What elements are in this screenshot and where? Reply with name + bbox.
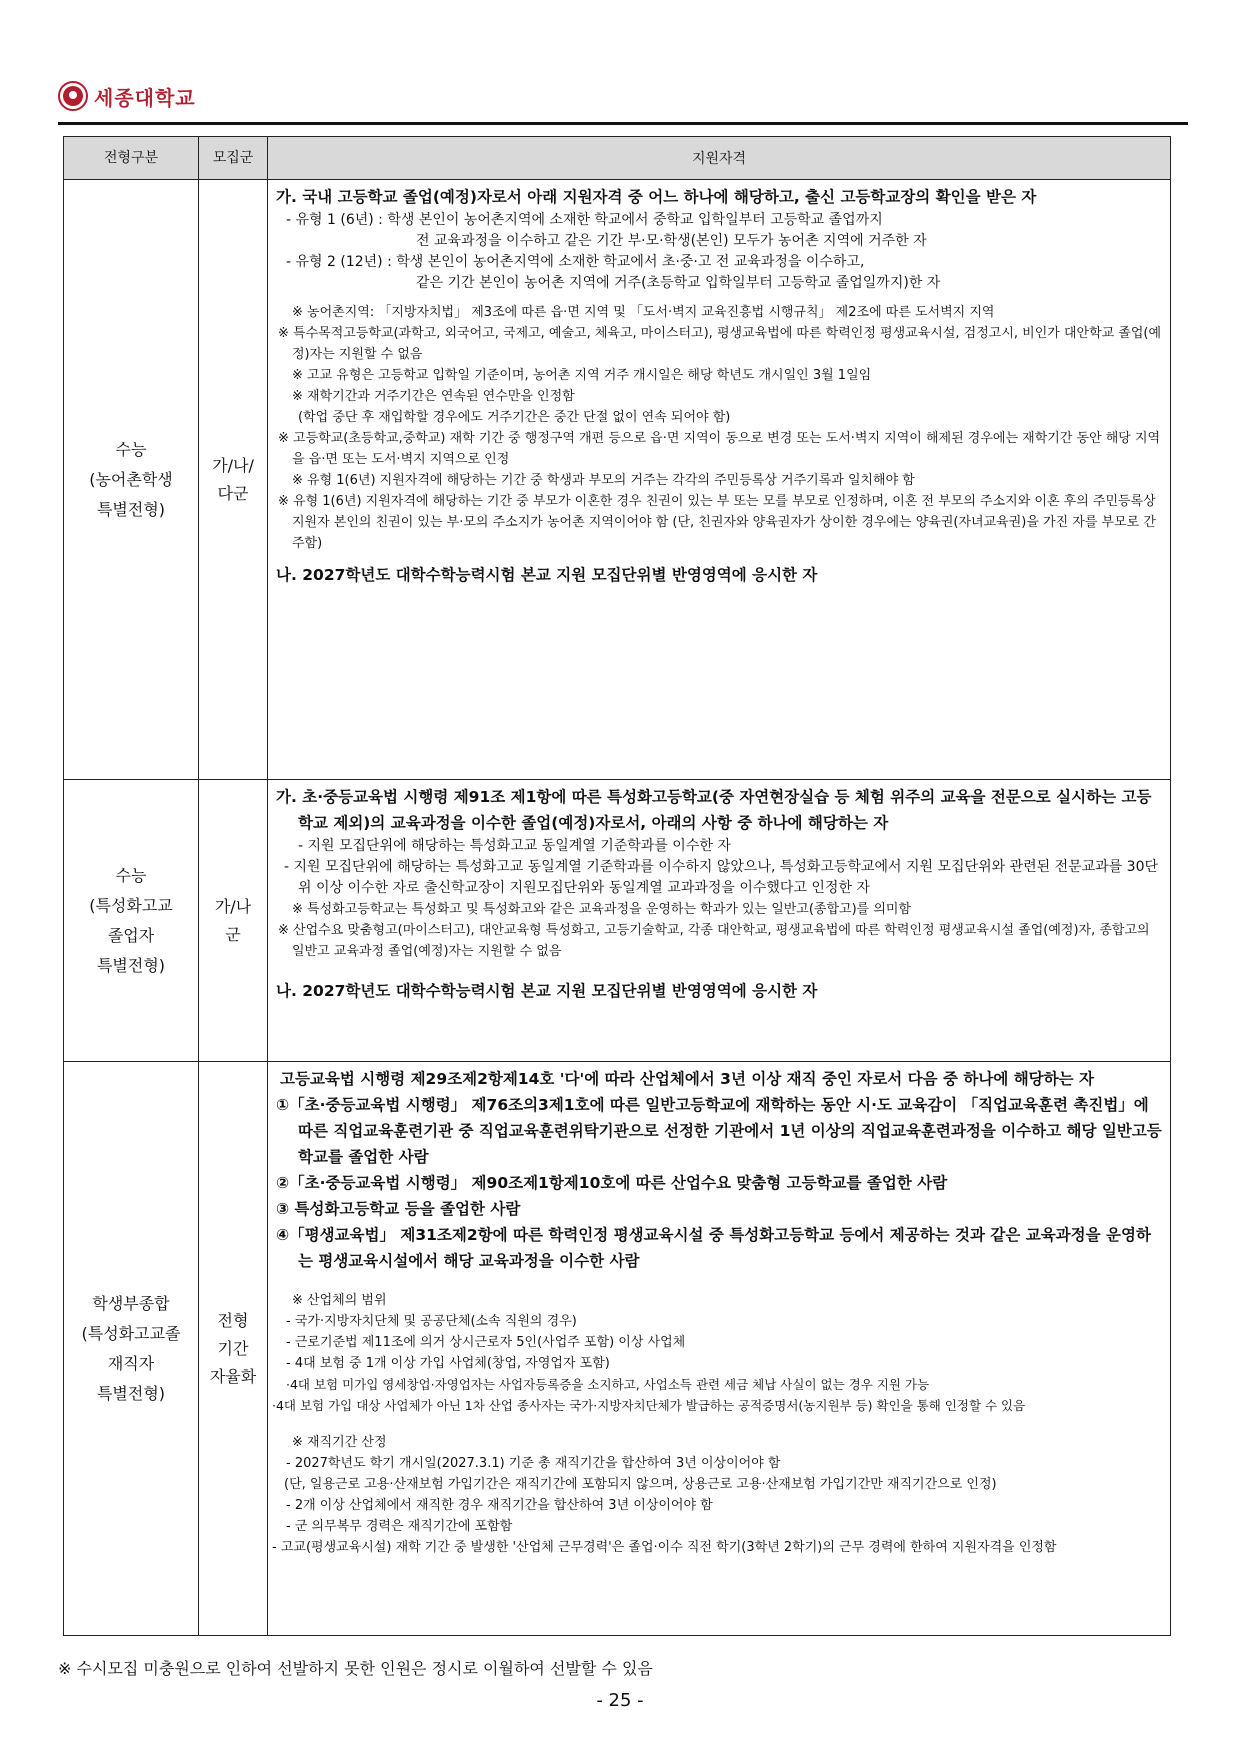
qualification-line: 가. 초·중등교육법 시행령 제91조 제1항에 따른 특성화고등학교(중 자연현장실습 등 체험 위주의 교육을 전문으로 실시하는 고등학교 제외)의 교육과정을 이수한 졸업(예정)자로서, 아래의 사항 중 하나에 해당하는 자 <box>276 788 1152 832</box>
qualification-line: - 군 의무복무 경력은 재직기간에 포함함 <box>286 1519 513 1534</box>
recruitment-group-line: 군 <box>225 924 241 944</box>
qualification-cell <box>268 1062 1171 1636</box>
admission-type-line: 재직자 <box>107 1353 155 1373</box>
admission-type-line: 졸업자 <box>107 925 155 945</box>
recruitment-group-cell <box>199 1062 268 1636</box>
qualification-line: 전 교육과정을 이수하고 같은 기간 부·모·학생(본인) 모두가 농어촌 지역에 거주한 자 <box>416 233 927 249</box>
recruitment-group-line: 다군 <box>217 483 249 503</box>
recruitment-group-cell <box>199 780 268 1062</box>
qualification-line: - 국가·지방자치단체 및 공공단체(소속 직원의 경우) <box>286 1314 577 1329</box>
admission-type-line: 수능 <box>115 439 147 459</box>
admission-type-line: (특성화고교 <box>89 895 173 915</box>
qualification-line: - 2027학년도 학기 개시일(2027.3.1) 기준 총 재직기간을 합산하여 3년 이상이어야 함 <box>286 1456 781 1471</box>
qualification-line: ※ 산업수요 맞춤형고(마이스터고), 대안교육형 특성화고, 고등기술학교, 각종 대안학교, 평생교육법에 따른 학력인정 평생교육시설 졸업(예정)자, 종합고의 일반고 교육과정 졸업(예정)자는 지원할 수 없음 <box>278 923 1150 959</box>
qualification-line: ※ 재학기간과 거주기간은 연속된 연수만을 인정함 <box>292 389 575 404</box>
admission-type-line: (농어촌학생 <box>89 469 173 489</box>
qualification-line: - 유형 2 (12년) : 학생 본인이 농어촌지역에 소재한 학교에서 초·중·고 전 교육과정을 이수하고, <box>286 254 865 270</box>
qualification-line: ※ 재직기간 산정 <box>292 1435 387 1450</box>
admission-type-cell <box>64 1062 199 1636</box>
qualification-line: - 4대 보험 중 1개 이상 가입 사업체(창업, 자영업자 포함) <box>286 1356 610 1371</box>
qualification-line: - 유형 1 (6년) : 학생 본인이 농어촌지역에 소재한 학교에서 중학교 입학일부터 고등학교 졸업까지 <box>286 212 883 228</box>
qualification-line: ①「초·중등교육법 시행령」 제76조의3제1호에 따른 일반고등학교에 재학하는 동안 시·도 교육감이 「직업교육훈련 촉진법」에 따른 직업교육훈련기관 중 직업교육훈련위탁기관으로 선정한 기관에서 1년 이상의 직업교육훈련과정을 이수하고 해당 일반고등학교를 졸업한 사람 <box>276 1096 1162 1166</box>
qualification-line: 나. 2027학년도 대학수학능력시험 본교 지원 모집단위별 반영영역에 응시한 자 <box>276 566 818 584</box>
qualification-line <box>276 294 1164 302</box>
qualification-line: - 지원 모집단위에 해당하는 특성화고교 동일계열 기준학과를 이수하지 않았으나, 특성화고등학교에서 지원 모집단위와 관련된 전문교과를 30단위 이상 이수한 자로 출신학교장이 지원모집단위와 동일계열 교과과정을 이수했다고 인정한 자 <box>284 859 1159 896</box>
logo-text: 세종대학교 <box>94 85 196 110</box>
admission-type-line: 특별전형) <box>96 1383 166 1403</box>
qualification-cell <box>268 180 1171 780</box>
qualification-cell <box>268 780 1171 1062</box>
qualification-line: ③ 특성화고등학교 등을 졸업한 사람 <box>276 1200 521 1218</box>
qualification-line: ※ 유형 1(6년) 지원자격에 해당하는 기간 중 학생과 부모의 거주는 각각의 주민등록상 거주기록과 일치해야 함 <box>292 473 915 488</box>
col-header-group: 모집군 <box>199 137 268 180</box>
qualification-line: 가. 국내 고등학교 졸업(예정)자로서 아래 지원자격 중 어느 하나에 해당하고, 출신 고등학교장의 확인을 받은 자 <box>276 188 1037 206</box>
qualification-line: ※ 유형 1(6년) 지원자격에 해당하는 기간 중 부모가 이혼한 경우 친권이 있는 부 또는 모를 부모로 인정하며, 이혼 전 부모의 주소지와 이혼 후의 주민등록상 지원자 본인의 친권이 있는 부·모의 주소지가 농어촌 지역이어야 함 (단, 친권자와 양육권자가 상이한 경우에는 양육권(자녀교육권)을 가진 자를 부모로 간주함) <box>278 494 1156 551</box>
qualification-line: ·4대 보험 가입 대상 사업체가 아닌 1차 산업 종사자는 국가·지방자치단체가 발급하는 공적증명서(농지원부 등) 확인을 통해 인정할 수 있음 <box>272 1398 1026 1413</box>
table-header-row <box>64 137 1171 180</box>
qualification-line: ④「평생교육법」 제31조제2항에 따른 학력인정 평생교육시설 중 특성화고등학교 등에서 제공하는 것과 같은 교육과정을 운영하는 평생교육시설에서 해당 교육과정을 이수한 사람 <box>276 1226 1151 1270</box>
admission-type-line: (특성화고교졸 <box>81 1323 181 1343</box>
page-number: - 25 - <box>596 1690 644 1711</box>
admission-type-cell <box>64 780 199 1062</box>
admission-type-line: 특별전형) <box>96 955 166 975</box>
col-header-category: 전형구분 <box>64 137 199 180</box>
recruitment-group-line: 전형 <box>217 1310 249 1330</box>
qualification-line: - 근로기준법 제11조에 의거 상시근로자 5인(사업주 포함) 이상 사업체 <box>286 1335 686 1350</box>
footer-note: ※ 수시모집 미충원으로 인하여 선발하지 못한 인원은 정시로 이월하여 선발할 수 있음 <box>58 1659 653 1678</box>
qualification-line: 나. 2027학년도 대학수학능력시험 본교 지원 모집단위별 반영영역에 응시한 자 <box>276 982 818 1000</box>
recruitment-group-line: 가/나 <box>214 896 252 916</box>
qualification-line <box>276 1274 1164 1290</box>
qualification-line: ※ 고등학교(초등학교,중학교) 재학 기간 중 행정구역 개편 등으로 읍·면 지역이 동으로 변경 또는 도서·벽지 지역이 해제된 경우에는 재학기간 동안 해당 지역을 읍·면 또는 도서·벽지 지역으로 인정 <box>278 431 1161 467</box>
qualification-line: ②「초·중등교육법 시행령」 제90조제1항제10호에 따른 산업수요 맞춤형 고등학교를 졸업한 사람 <box>276 1174 948 1192</box>
recruitment-group-line: 기간 <box>217 1338 249 1358</box>
col-header-qualification: 지원자격 <box>268 137 1171 180</box>
qualification-line: 고등교육법 시행령 제29조제2항제14호 '다'에 따라 산업체에서 3년 이상 재직 중인 자로서 다음 중 하나에 해당하는 자 <box>280 1070 1094 1088</box>
qualification-line <box>276 962 1164 978</box>
qualification-line: ※ 특성화고등학교는 특성화고 및 특성화고와 같은 교육과정을 운영하는 학과가 있는 일반고(종합고)를 의미함 <box>292 902 912 917</box>
admission-type-cell <box>64 180 199 780</box>
qualification-line: ※ 고교 유형은 고등학교 입학일 기준이며, 농어촌 지역 거주 개시일은 해당 학년도 개시일인 3월 1일임 <box>292 368 872 383</box>
admission-type-line: 특별전형) <box>96 499 166 519</box>
qualification-line: ·4대 보험 미가입 영세창업·자영업자는 사업자등록증을 소지하고, 사업소득 관련 세금 체납 사실이 없는 경우 지원 가능 <box>286 1377 930 1392</box>
qualification-line: - 지원 모집단위에 해당하는 특성화고교 동일계열 기준학과를 이수한 자 <box>298 838 731 854</box>
qualification-line: ※ 농어촌지역: 「지방자치법」 제3조에 따른 읍·면 지역 및 「도서·벽지 교육진흥법 시행규칙」 제2조에 따른 도서벽지 지역 <box>292 305 995 320</box>
qualification-line <box>276 554 1164 562</box>
qualification-line: - 고교(평생교육시설) 재학 기간 중 발생한 '산업체 근무경력'은 졸업·이수 직전 학기(3학년 2학기)의 근무 경력에 한하여 지원자격을 인정함 <box>272 1540 1057 1555</box>
qualification-line: ※ 산업체의 범위 <box>292 1293 387 1308</box>
qualification-line: (단, 일용근로 고용·산재보험 가입기간은 재직기간에 포함되지 않으며, 상용근로 고용·산재보험 가입기간만 재직기간으로 인정) <box>284 1477 997 1492</box>
admission-type-line: 수능 <box>115 865 147 885</box>
recruitment-group-cell <box>199 180 268 780</box>
table-row <box>64 780 1171 1062</box>
qualification-line <box>276 1416 1164 1432</box>
recruitment-group-line: 가/나/ <box>212 455 254 475</box>
table-row <box>64 1062 1171 1636</box>
qualification-line: - 2개 이상 산업체에서 재직한 경우 재직기간을 합산하여 3년 이상이어야 함 <box>286 1498 713 1513</box>
qualification-line: (학업 중단 후 재입학할 경우에도 거주기간은 중간 단절 없이 연속 되어야 함) <box>298 410 731 425</box>
university-logo <box>58 78 196 114</box>
qualification-line: 같은 기간 본인이 농어촌 지역에 거주(초등학교 입학일부터 고등학교 졸업일까지)한 자 <box>416 275 941 291</box>
admission-table <box>63 136 1171 1636</box>
recruitment-group-line: 자율화 <box>209 1366 257 1386</box>
university-seal-icon <box>58 81 88 111</box>
header-rule <box>58 122 1188 125</box>
admission-type-line: 학생부종합 <box>92 1293 170 1313</box>
qualification-line: ※ 특수목적고등학교(과학고, 외국어고, 국제고, 예술고, 체육고, 마이스터고), 평생교육법에 따른 학력인정 평생교육시설, 검정고시, 비인가 대안학교 졸업(예정)자는 지원할 수 없음 <box>278 326 1162 362</box>
table-row <box>64 180 1171 780</box>
